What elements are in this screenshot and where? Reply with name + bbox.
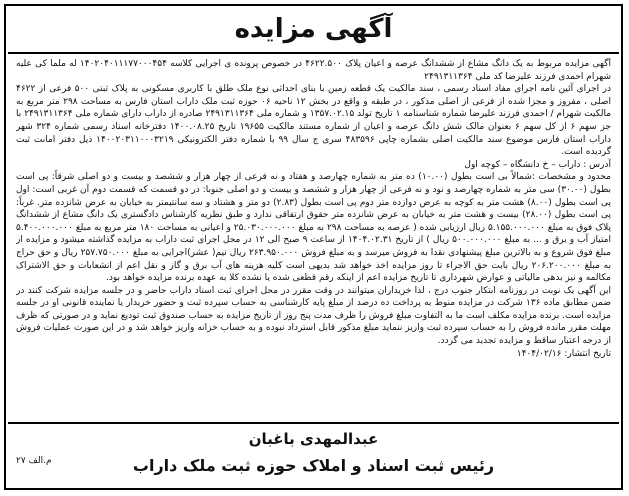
title-divider — [8, 52, 619, 54]
publish-date: تاریخ انتشار: ۱۴۰۴/۰۲/۱۶ — [516, 348, 611, 359]
signatory-name: عبدالمهدی باغبان — [248, 430, 379, 448]
signature-divider — [8, 422, 619, 424]
notice-frame — [4, 4, 623, 490]
notice-paragraph: در اجرای آئین نامه اجرای مفاد اسناد رسمی ، سند مالکیت یک قطعه زمین با بنای احداثی نوع ملک طلق با کاربری مسکونی به پلاک ثبتی ۵۰۰ فرعی از ۴۶۲۲ اصلی ، مفروز و مجزا شده از فرعی از اصلی مذکور ، در طبقه و واقع در بخش ۱۲ ناحیه ۰۶ حوزه ثبت ملک داراب استان فارس به مساحت ۲۹۸ متر مربع به مالکیت شهرام / احمدی فرزند علیرضا شماره شناسنامه ۱ تاریخ تولد ۱۳۵۷.۰۲.۱۵ و شماره ملی ۲۴۹۱۳۱۱۳۶۴ صادره از داراب دارای شماره ملی ۲۴۹۱۳۱۱۳۶۴ با جز سهم ۶ از کل سهم ۶ بعنوان مالک شش دانگ عرصه و اعیان از شماره مستند مالکیت ۱۹۶۵۵ تاریخ ۱۴۰۰.۰۸.۲۵ دفترخانه اسناد رسمی شماره ۳۲۴ شهر داراب استان فارس موضوع سند مالکیت اصلی بشماره چاپی ۴۸۳۵۹۶ سری ج سال ۹۹ با شماره دفتر الکترونیکی ۱۴۰۰۲۰۳۱۱۰۰۰۳۲۱۹ ذیل دفتر امانت ثبت گردیده است. — [16, 84, 611, 158]
notice-body — [16, 58, 611, 418]
notice-paragraph: محدود و مشخصات :شمالاً بی است بطول (۱۰.۰۰) ده متر به شماره چهارصد و هفتاد و نه فرعی از چهار هزار و ششصد و بیست و دو اصلی شرقاً: پی است بطول (۳۰.۰۰) سی متر به شماره چهارصد و نود و نه فرعی از چهار هزار و ششصد و بیست و دو اصلی جنوبا: در دو قسمت که قسمت دوم آن غربی است: اول پی است بطول (۸.۰۰) هشت متر به کوچه به عرض دوازده متر دوم پی است بطول (۲.۸۳) دو متر و هشتاد و سه سانتیمتر به خیابان به عرض شانزده متر. غرباً: پی است بطول (۲۸.۰۰) بیست و هشت متر به خیابان به عرض شانزده متر حقوق ارتفاقی ندارد و طبق نظریه کارشناس دادگستری یک دانگ مشاع از ششدانگ پلاک فوق به مبلغ ۵.۱۵۵.۰۰۰.۰۰۰ ریال ارزیابی شده ( عرصه به مساحت ۲۹۸ به مبلغ ۲۵.۰۳۰.۰۰۰.۰۰۰ و اعیانی به مساحت ۱۸۰ متر مربع به مبلغ ۵.۴۰۰.۰۰۰.۰۰۰ امتیاز آب و برق و ... به مبلغ ۵۰۰.۰۰۰.۰۰۰ ریال ) از تاریخ ۱۴۰۴.۰۲.۳۱ از ساعت ۹ صبح الی ۱۲ در محل اجرای ثبت داراب به مزایده گذاشته میشود و مزایده از مبلغ فوق شروع و به بالاترین مبلغ پیشنهادی نقدا به فروش میرسد و به مبلغ فروش ۲۶۳.۹۵۰.۰۰۰ ریال نیم( عشر)اجرایی به مبلغ ۲۵۷.۷۵۰.۰۰۰ ریال و حق حراج به مبلغ ۲۰۶.۲۰۰.۰۰۰ ریال بابت حق الاجراء تا روز مزایده اخذ خواهد شد بدیهی است کلیه هزینه های آب برق و گاز و نقل اعم از انشعابات و حق الاشتراک مکالمه و نیز بدهی مالیاتی و عوارض شهرداری تا تاریخ مزایده اعم از اینکه رقم قطعی شده یا نشده کلا به عهده برنده مزایده خواهد بود. — [16, 172, 611, 284]
notice-paragraph: این آگهی یک نوبت در روزنامه ابتکار جنوب درج ، لذا خریداران میتوانند در وقت مقرر در محل اجرای ثبت اسناد داراب حاضر و در جلسه مزایده شرکت کنند در ضمن مطابق ماده ۱۳۶ شرکت در مزایده منوط به پرداخت ده درصد از مبلغ پایه کارشناسی به حساب سپرده ثبت و حضور خریدار یا نماینده قانونی او در جلسه مزایده است. برنده مزایده مکلف است ما به التفاوت مبلغ فروش را ظرف مدت پنج روز از تاریخ مزایده به حساب صندوق ثبت تودیع نماید و در صورتی که ظرف مهلت مقرر مانده فروش را به حساب سپرده ثبت واریز ننماید مبلغ مذکور قابل استرداد نبوده و به حساب خزانه واریز خواهد شد و در این صورت عملیات فروش از درجه اعتبار ساقط و مزایده تجدید می گردد. — [16, 285, 611, 347]
notice-paragraph: آگهی مزایده مربوط به یک دانگ مشاع از ششدانگ عرصه و اعیان پلاک ۴۶۲۲.۵۰۰ در خصوص پرونده ی اجرایی کلاسه ۱۴۰۲۰۴۰۱۱۱۷۷۰۰۰۴۵۴ له ملما کی علیه شهرام احمدی فرزند علیرضا کد ملی ۲۴۹۱۳۱۱۳۶۴ — [16, 59, 611, 82]
notice-title: آگهی مزایده — [234, 14, 393, 44]
notice-code: م.الف ۲۷ — [16, 456, 52, 466]
signatory-role: رئیس ثبت اسناد و املاک حوزه ثبت ملک داراب — [132, 456, 495, 475]
notice-address: آدرس : داراب – خ دانشگاه – کوچه اول — [464, 159, 611, 170]
